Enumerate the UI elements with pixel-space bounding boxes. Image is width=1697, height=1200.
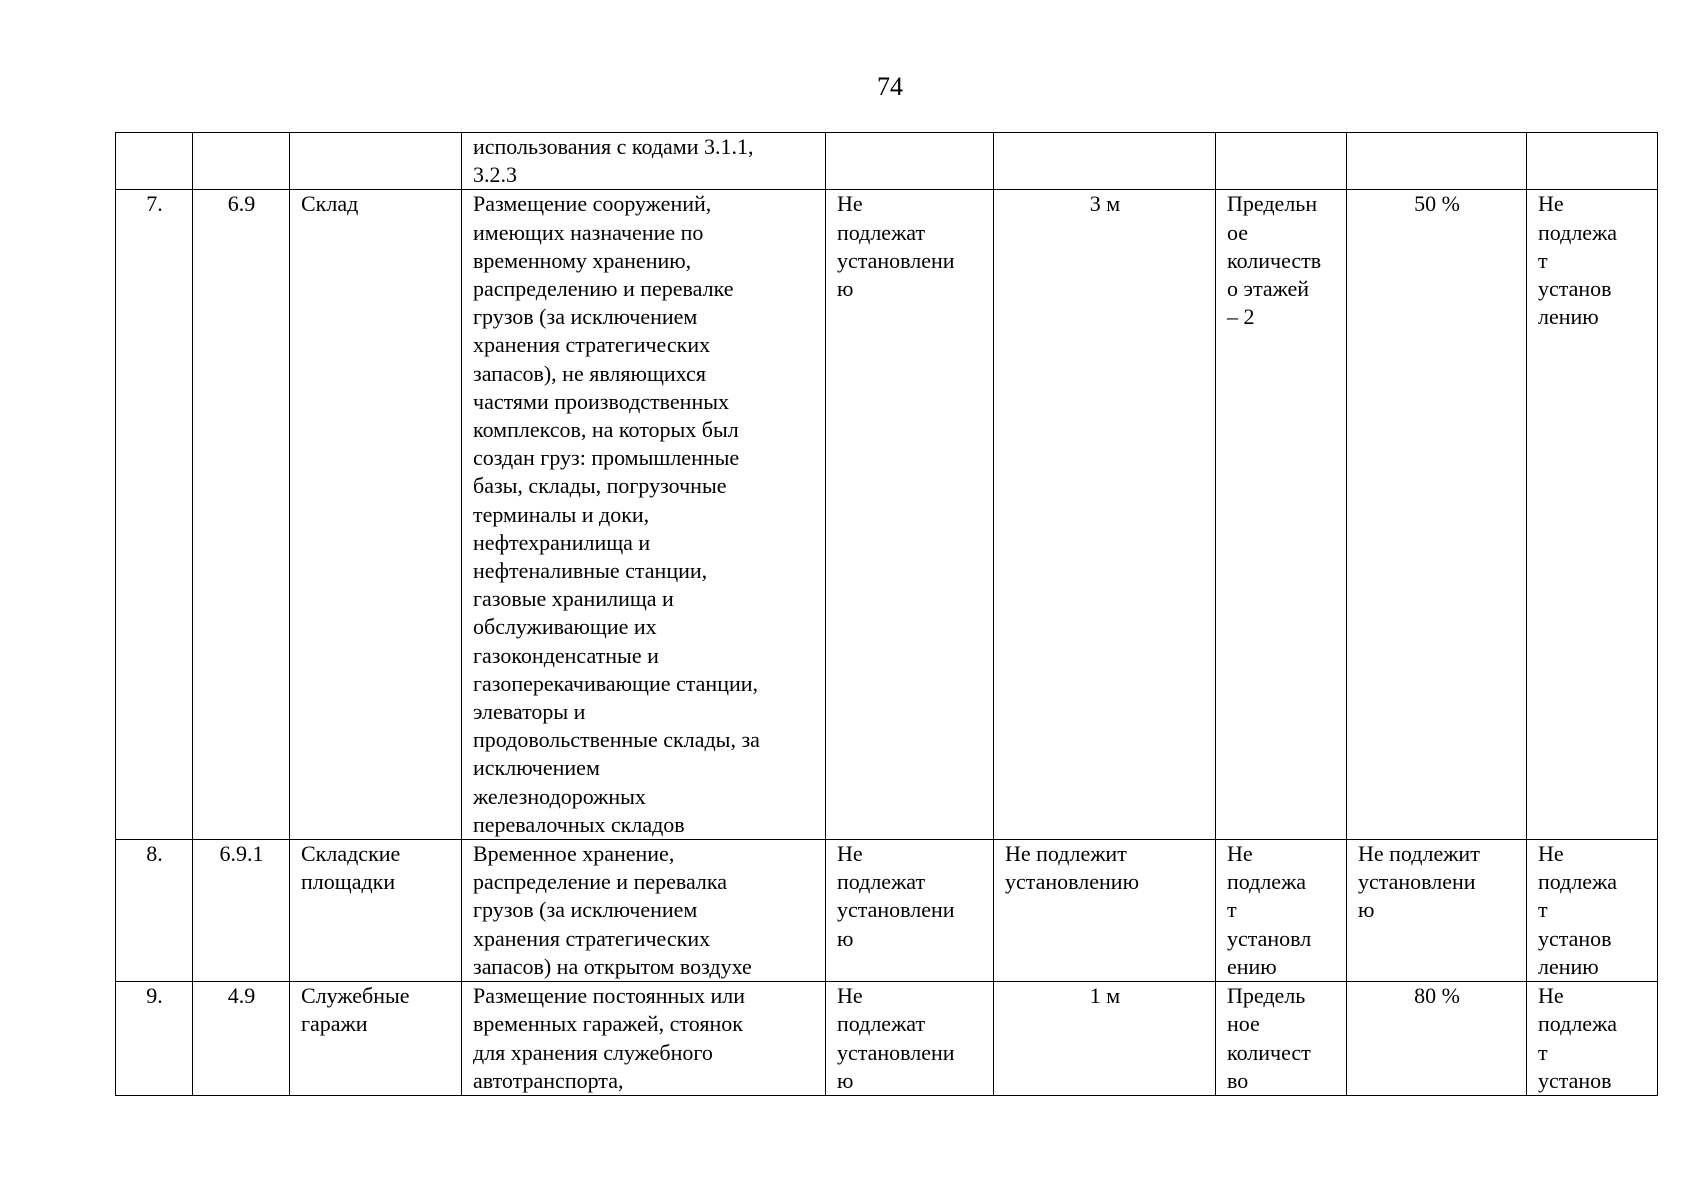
use-name-cell: Складские площадки [290,840,462,982]
use-name-cell: Служебные гаражи [290,982,462,1096]
row-number-cell: 7. [116,190,193,840]
description-cell: Временное хранение, распределение и перевалка грузов (за исключением хранения стратегических запасов) на открытом воздухе [462,840,826,982]
row-number-cell [116,133,193,190]
limit-cell-5: Не подлежат установлени ю [826,840,994,982]
row-number-cell: 9. [116,982,193,1096]
use-code-cell: 6.9 [193,190,290,840]
limit-cell-7: Предельн ое количеств о этажей – 2 [1216,190,1347,840]
limit-cell-9: Не подлежа т установ лению [1527,190,1658,840]
limit-cell-8: 50 % [1347,190,1527,840]
use-code-cell: 6.9.1 [193,840,290,982]
limit-cell-6: 1 м [994,982,1216,1096]
limit-cell-7: Предель ное количест во [1216,982,1347,1096]
limit-cell-8: 80 % [1347,982,1527,1096]
table-row [116,133,1658,190]
limit-cell-7: Не подлежа т установл ению [1216,840,1347,982]
row-number-cell: 8. [116,840,193,982]
table-row [116,840,1658,982]
description-cell: Размещение сооружений, имеющих назначение по временному хранению, распределению и перевалке грузов (за исключением хранения стратегических запасов), не являющихся частями производственных комплексов, на которых был создан груз: промышленные базы, склады, погрузочные терминалы и доки, нефтехранилища и нефтеналивные станции, газовые хранилища и обслуживающие их газоконденсатные и газоперекачивающие станции, элеваторы и продовольственные склады, за исключением железнодорожных перевалочных складов [462,190,826,840]
limit-cell-9 [1527,133,1658,190]
zoning-table [115,132,1658,1096]
table-row [116,982,1658,1096]
limit-cell-9: Не подлежа т установ лению [1527,840,1658,982]
page-number: 74 [877,72,903,101]
use-code-cell: 4.9 [193,982,290,1096]
limit-cell-6: 3 м [994,190,1216,840]
limit-cell-6: Не подлежит установлению [994,840,1216,982]
description-cell: Размещение постоянных или временных гаражей, стоянок для хранения служебного автотранспорта, [462,982,826,1096]
table-row [116,190,1658,840]
limit-cell-6 [994,133,1216,190]
description-cell: использования с кодами 3.1.1, 3.2.3 [462,133,826,190]
use-code-cell [193,133,290,190]
limit-cell-5: Не подлежат установлени ю [826,982,994,1096]
limit-cell-8: Не подлежит установлени ю [1347,840,1527,982]
limit-cell-9: Не подлежа т установ [1527,982,1658,1096]
limit-cell-7 [1216,133,1347,190]
limit-cell-5 [826,133,994,190]
use-name-cell [290,133,462,190]
limit-cell-5: Не подлежат установлени ю [826,190,994,840]
use-name-cell: Склад [290,190,462,840]
limit-cell-8 [1347,133,1527,190]
